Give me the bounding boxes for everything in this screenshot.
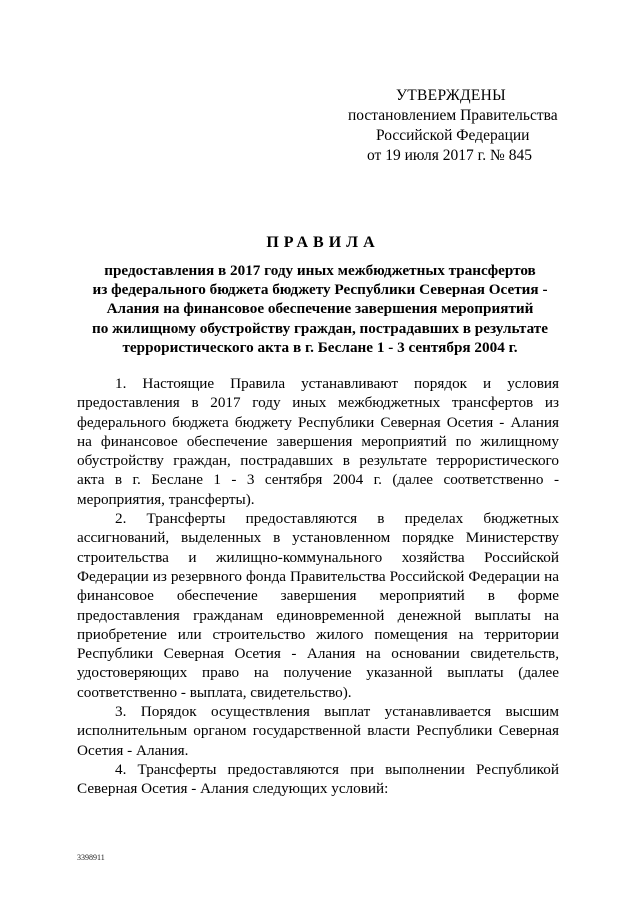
approval-heading: УТВЕРЖДЕНЫ bbox=[396, 87, 506, 104]
approval-block bbox=[330, 86, 580, 166]
subtitle-line: Алания на финансовое обеспечение завершения мероприятий bbox=[106, 300, 534, 318]
approval-line-3: от 19 июля 2017 г. № 845 bbox=[367, 147, 532, 164]
subtitle-line: предоставления в 2017 году иных межбюджетных трансфертов bbox=[104, 262, 536, 279]
paragraph-4: 4. Трансферты предоставляются при выполнении Республикой Северная Осетия - Алания следующих условий: bbox=[77, 760, 559, 798]
subtitle-line: террористического акта в г. Беслане 1 - 3 сентября 2004 г. bbox=[122, 338, 518, 356]
subtitle-line: из федерального бюджета бюджету Республики Северная Осетия - bbox=[92, 281, 548, 299]
document-body bbox=[77, 374, 559, 799]
paragraph-2: 2. Трансферты предоставляются в пределах бюджетных ассигнований, выделенных в установленном порядке Министерству строительства и жилищно-коммунального хозяйства Российской Федерации из резервного фонда Правительства Российской Федерации на финансовое обеспечение завершения мероприятий в форме предоставления гражданам единовременной денежной выплаты на приобретение или строительство жилого помещения на территории Республики Северная Осетия - Алания на основании свидетельств, удостоверяющих право на получение указанной выплаты (далее соответственно - выплата, свидетельство). bbox=[77, 510, 559, 701]
approval-line-1: постановлением Правительства bbox=[348, 107, 558, 124]
approval-line-2: Российской Федерации bbox=[376, 127, 530, 144]
document-code: 3398911 bbox=[77, 853, 105, 862]
subtitle-line: по жилищному обустройству граждан, пострадавших в результате bbox=[92, 319, 548, 337]
paragraph-1: 1. Настоящие Правила устанавливают порядок и условия предоставления в 2017 году иных межбюджетных трансфертов из федерального бюджета бюджету Республики Северная Осетия - Алания на финансовое обеспечение завершения мероприятий по жилищному обустройству граждан, пострадавших в результате террористического акта в г. Беслане 1 - 3 сентября 2004 г. (далее соответственно - мероприятия, трансферты). bbox=[77, 375, 559, 508]
paragraph-3: 3. Порядок осуществления выплат устанавливается высшим исполнительным органом государственной власти Республики Северная Осетия - Алания. bbox=[77, 703, 559, 759]
document-subtitle bbox=[60, 261, 580, 357]
document-title: ПРАВИЛА bbox=[266, 234, 380, 251]
